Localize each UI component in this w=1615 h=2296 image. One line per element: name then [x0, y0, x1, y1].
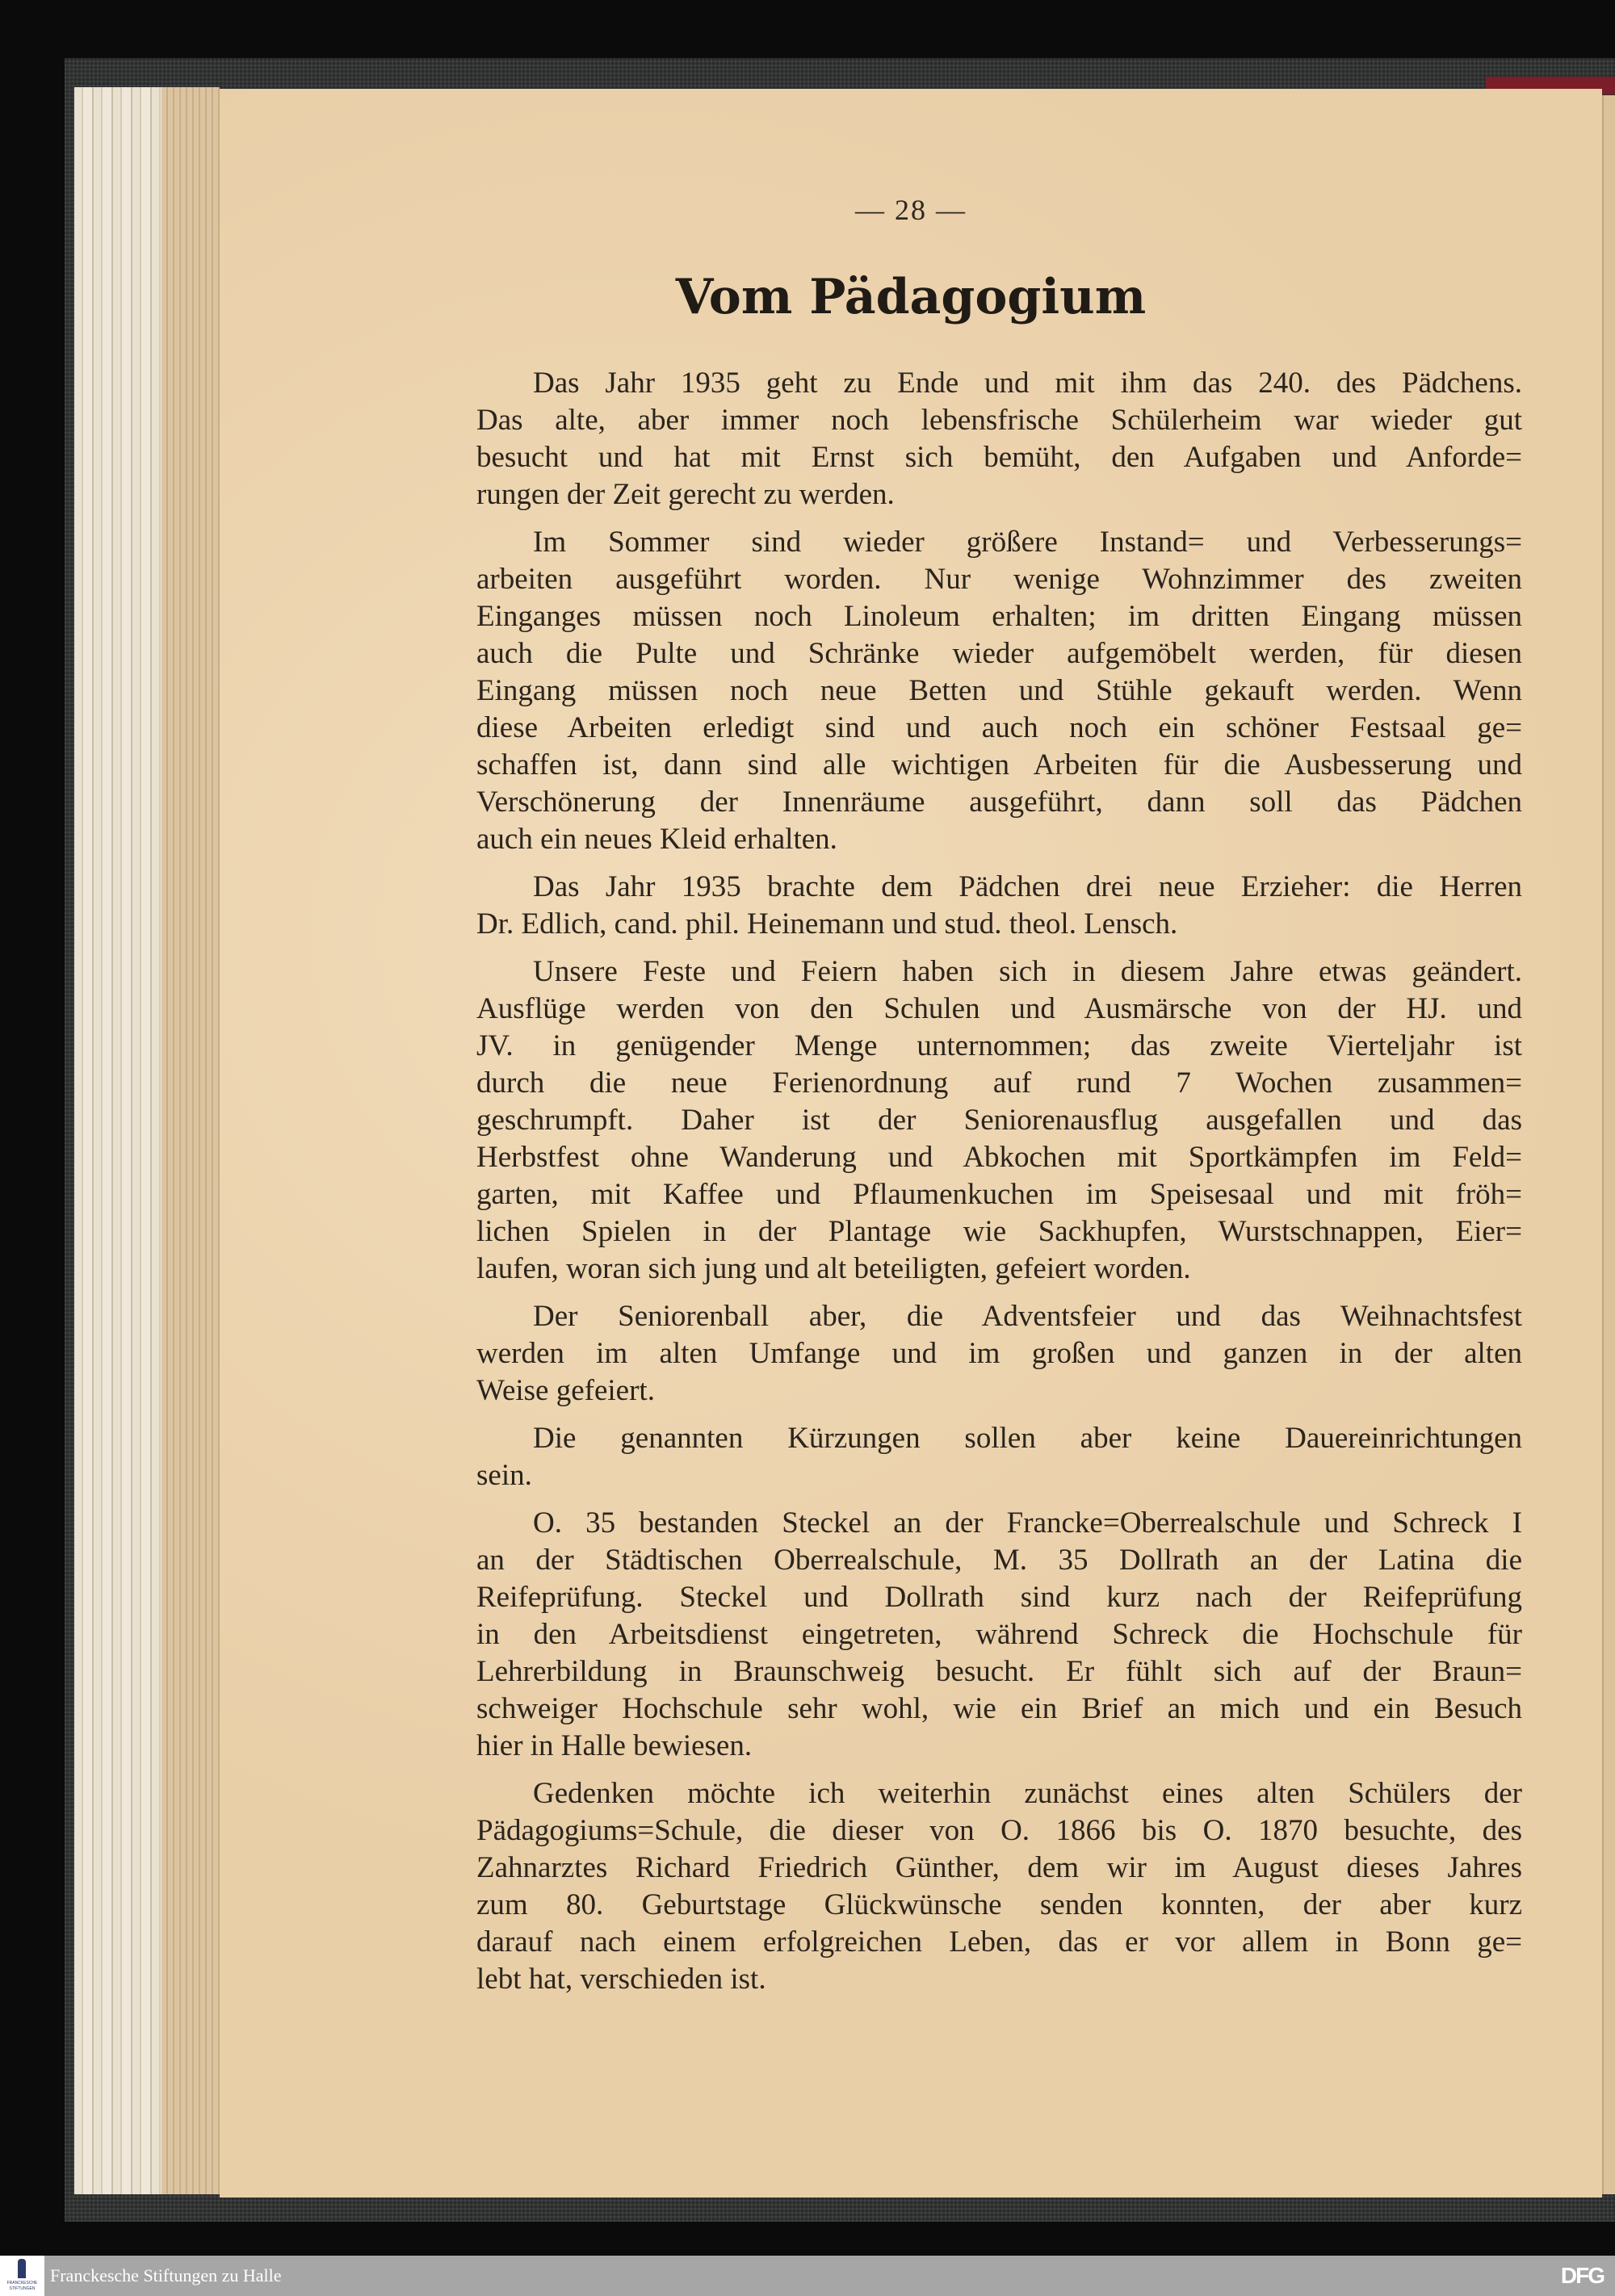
text-line: JV. in genügender Menge unternommen; das zweite Vierteljahr ist [476, 1029, 1522, 1062]
text-line: Lehrerbildung in Braunschweig besucht. Er fühlt sich auf der Braun= [476, 1655, 1522, 1688]
page-edges-inner [162, 87, 220, 2194]
text-line: rungen der Zeit gerecht zu werden. [476, 478, 895, 511]
text-line: besucht und hat mit Ernst sich bemüht, den Aufgaben und Anforde= [476, 441, 1522, 474]
text-line: schweiger Hochschule sehr wohl, wie ein Brief an mich und ein Besuch [476, 1692, 1522, 1725]
text-line: sein. [476, 1459, 532, 1492]
paragraph [476, 953, 1522, 1288]
text-line: Weise gefeiert. [476, 1374, 655, 1407]
text-line: Dr. Edlich, cand. phil. Heinemann und stud. theol. Lensch. [476, 907, 1178, 941]
text-line: durch die neue Ferienordnung auf rund 7 Wochen zusammen= [476, 1066, 1522, 1100]
text-line: auch die Pulte und Schränke wieder aufgemöbelt werden, für diesen [476, 637, 1522, 670]
paragraph [476, 365, 1522, 513]
text-line: laufen, woran sich jung und alt beteiligten, gefeiert worden. [476, 1252, 1191, 1285]
text-line: Das Jahr 1935 geht zu Ende und mit ihm das 240. des Pädchens. [533, 367, 1522, 400]
text-line: schaffen ist, dann sind alle wichtigen Arbeiten für die Ausbesserung und [476, 748, 1522, 781]
paragraph [476, 524, 1522, 858]
text-line: Verschönerung der Innenräume ausgeführt, dann soll das Pädchen [476, 786, 1522, 819]
text-line: Eingang müssen noch neue Betten und Stühle gekauft werden. Wenn [476, 674, 1522, 707]
text-line: Pädagogiums=Schule, die dieser von O. 1866 bis O. 1870 besuchte, des [476, 1814, 1522, 1847]
text-line: Das Jahr 1935 brachte dem Pädchen drei neue Erzieher: die Herren [533, 870, 1522, 903]
text-line: garten, mit Kaffee und Pflaumenkuchen im Speisesaal und mit fröh= [476, 1178, 1522, 1211]
logo-figure-icon [18, 2259, 26, 2278]
text-line: hier in Halle bewiesen. [476, 1729, 753, 1762]
paragraph [476, 1298, 1522, 1410]
page-title: Vom Pädagogium [675, 269, 1147, 325]
text-line: diese Arbeiten erledigt sind und auch noch ein schöner Festsaal ge= [476, 711, 1522, 744]
institution-name[interactable]: Franckesche Stiftungen zu Halle [50, 2265, 282, 2286]
dfg-logo[interactable]: DFG [1560, 2263, 1604, 2288]
text-line: darauf nach einem erfolgreichen Leben, das er vor allem in Bonn ge= [476, 1925, 1522, 1959]
text-line: arbeiten ausgeführt worden. Nur wenige Wohnzimmer des zweiten [476, 563, 1522, 596]
text-line: Zahnarztes Richard Friedrich Günther, dem wir im August dieses Jahres [476, 1851, 1522, 1884]
text-line: zum 80. Geburtstage Glückwünsche senden konnten, der aber kurz [476, 1888, 1522, 1921]
logo-caption: FRANCKESCHE STIFTUNGEN [6, 2281, 38, 2291]
text-line: in den Arbeitsdienst eingetreten, während Schreck die Hochschule für [476, 1618, 1522, 1651]
right-page-edge [1602, 95, 1615, 2194]
text-line: O. 35 bestanden Steckel an der Francke=Oberrealschule und Schreck I [533, 1506, 1522, 1540]
text-line: werden im alten Umfange und im großen und ganzen in der alten [476, 1337, 1522, 1370]
text-line: Einganges müssen noch Linoleum erhalten; im dritten Eingang müssen [476, 600, 1522, 633]
text-line: Das alte, aber immer noch lebensfrische Schülerheim war wieder gut [476, 404, 1522, 437]
paragraph [476, 869, 1522, 943]
text-line: lichen Spielen in der Plantage wie Sackhupfen, Wurstschnappen, Eier= [476, 1215, 1522, 1248]
text-line: Ausflüge werden von den Schulen und Ausmärsche von der HJ. und [476, 992, 1522, 1025]
body-text [476, 365, 1522, 1998]
text-line: auch ein neues Kleid erhalten. [476, 823, 837, 856]
page-number: — 28 — [855, 194, 967, 226]
text-line: geschrumpft. Daher ist der Seniorenausflug ausgefallen und das [476, 1104, 1522, 1137]
text-line: Im Sommer sind wieder größere Instand= und Verbesserungs= [533, 526, 1522, 559]
paragraph [476, 1505, 1522, 1765]
text-line: an der Städtischen Oberrealschule, M. 35 Dollrath an der Latina die [476, 1544, 1522, 1577]
paragraph [476, 1420, 1522, 1494]
viewer-footer [0, 2256, 1615, 2296]
text-line: Unsere Feste und Feiern haben sich in diesem Jahre etwas geändert. [533, 955, 1522, 988]
text-line: Der Seniorenball aber, die Adventsfeier und das Weihnachtsfest [533, 1300, 1522, 1333]
text-line: Reifeprüfung. Steckel und Dollrath sind kurz nach der Reifeprüfung [476, 1581, 1522, 1614]
paragraph [476, 1775, 1522, 1998]
text-line: Gedenken möchte ich weiterhin zunächst eines alten Schülers der [533, 1777, 1522, 1810]
text-line: Herbstfest ohne Wanderung und Abkochen mit Sportkämpfen im Feld= [476, 1141, 1522, 1174]
text-line: lebt hat, verschieden ist. [476, 1963, 766, 1996]
institution-logo[interactable] [0, 2256, 44, 2296]
text-line: Die genannten Kürzungen sollen aber keine Dauereinrichtungen [533, 1422, 1522, 1455]
